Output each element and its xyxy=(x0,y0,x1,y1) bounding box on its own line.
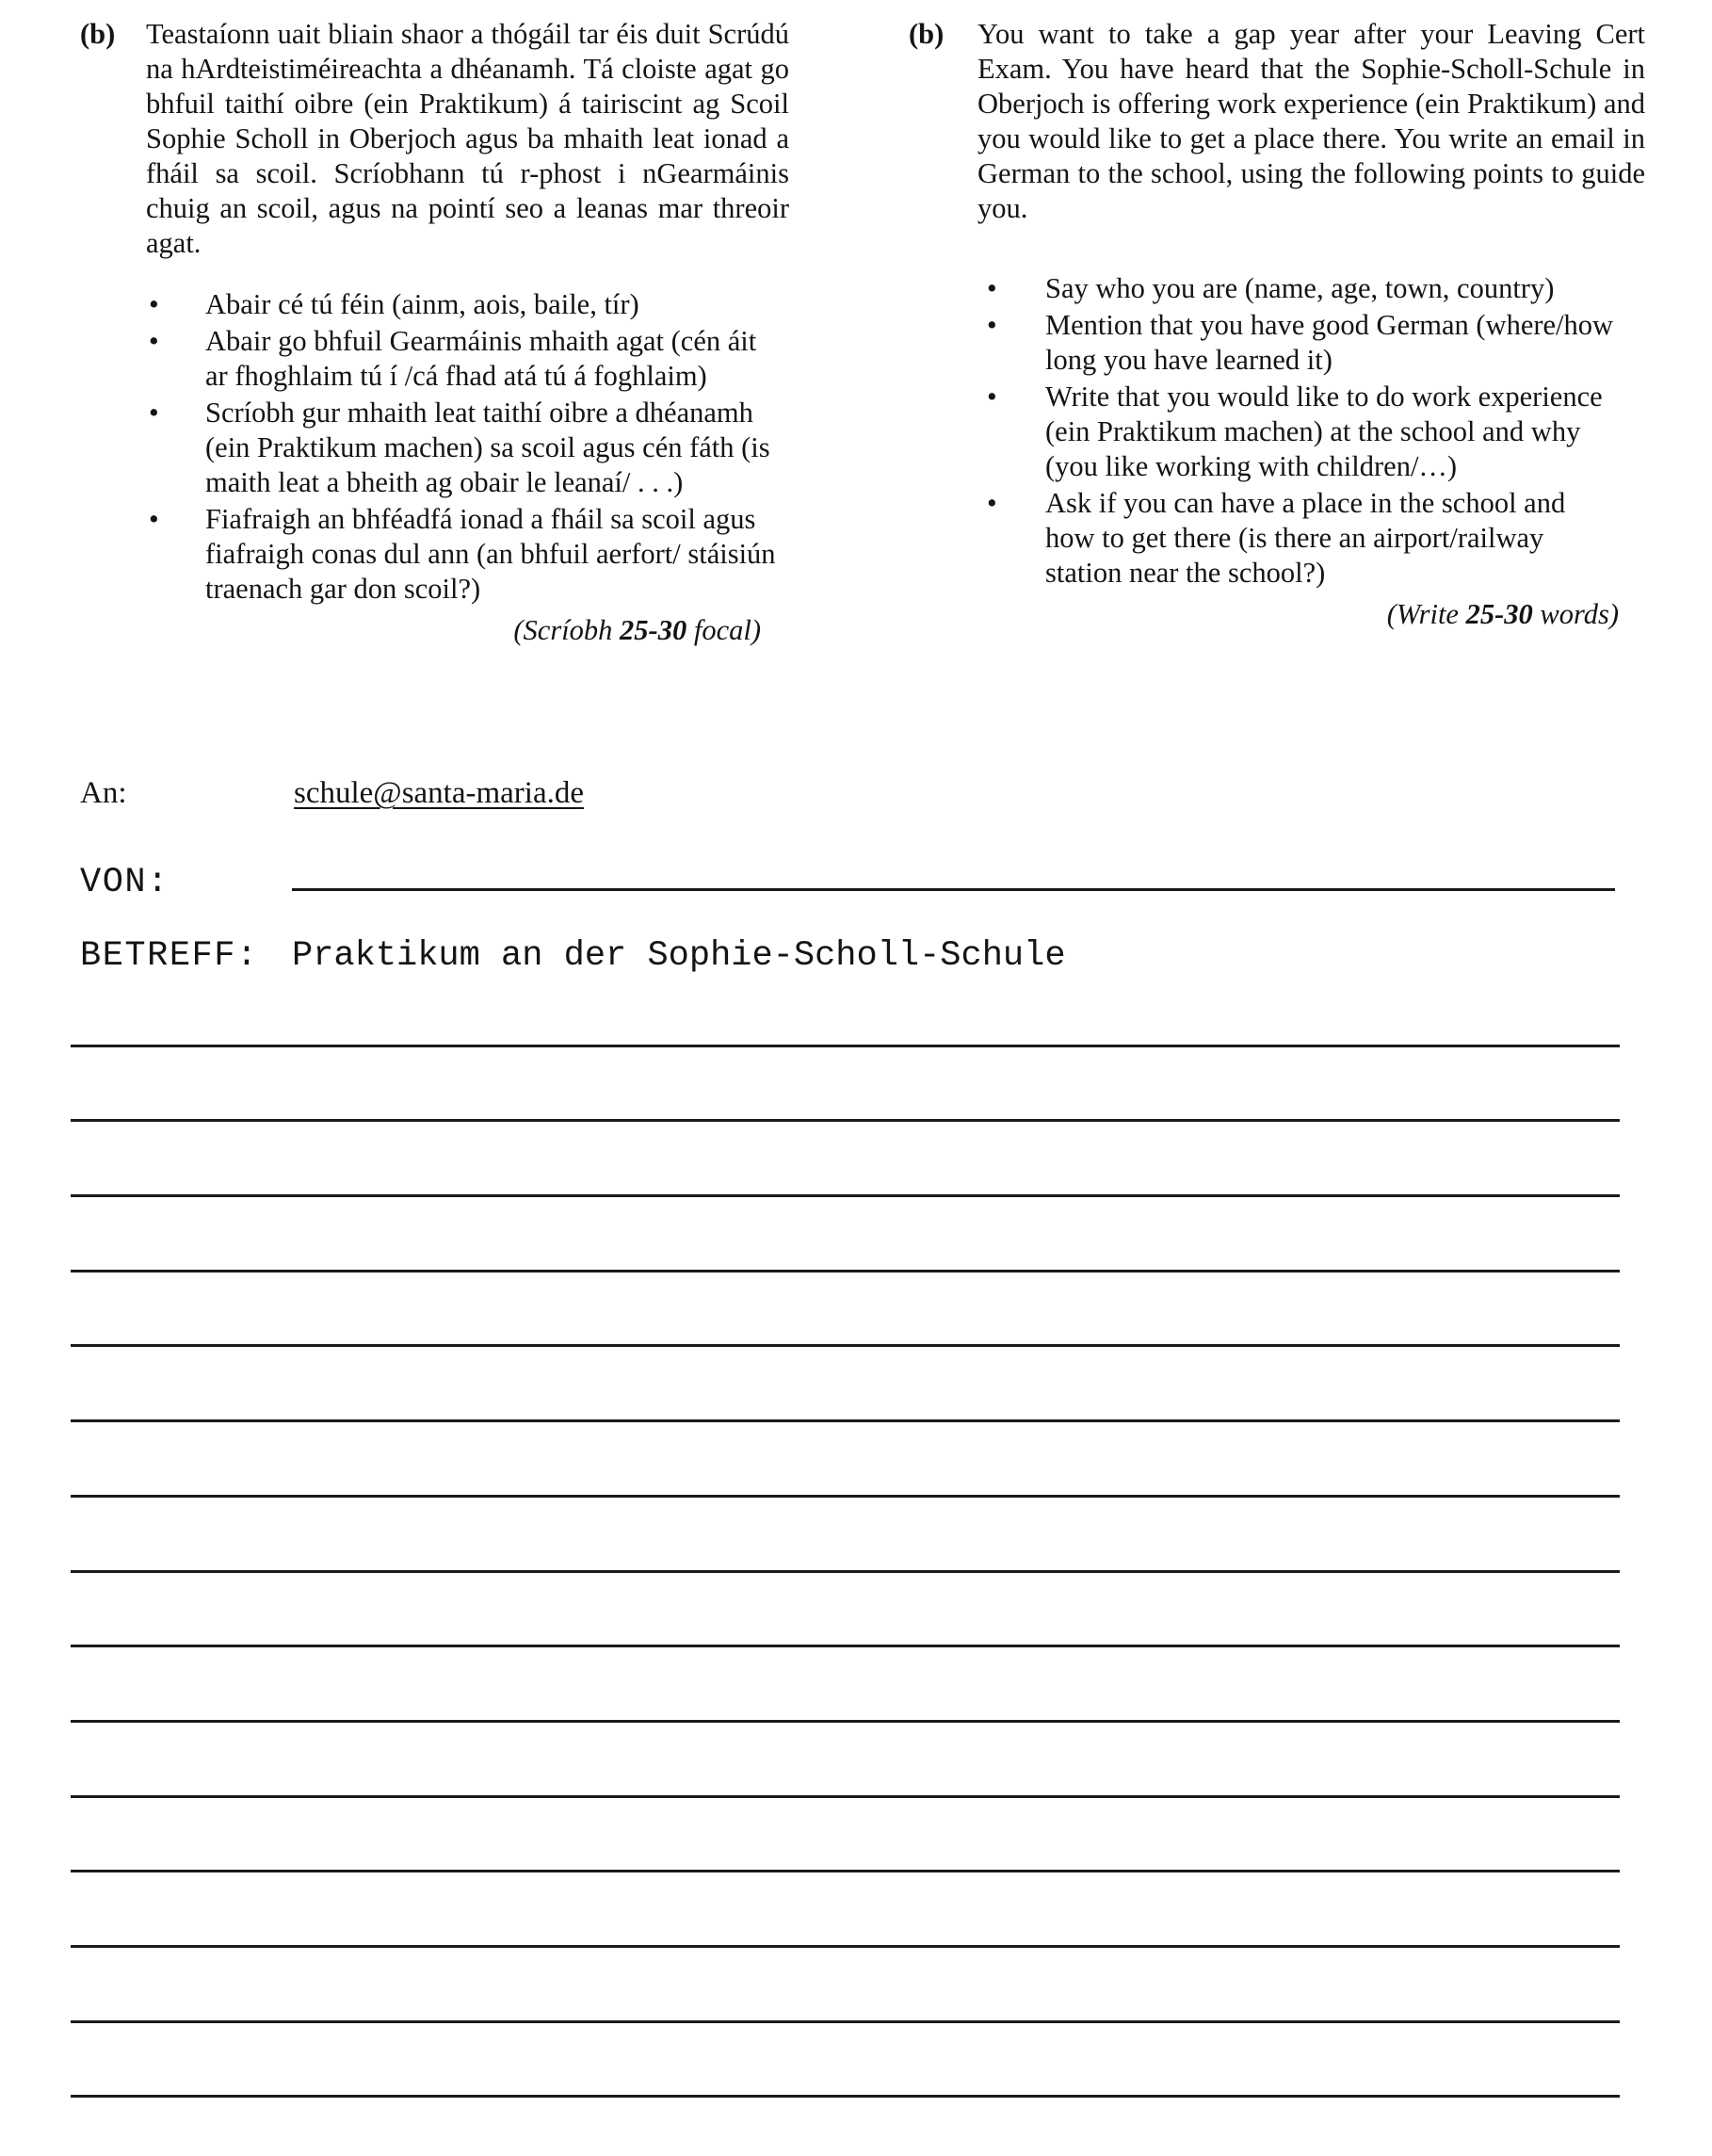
wordcount-prefix: (Scríobh xyxy=(513,614,621,646)
wordcount-prefix: (Write xyxy=(1386,598,1466,630)
bullet-text: Scríobh gur mhaith leat taithí oibre a dhéanamh (ein Praktikum machen) sa scoil agus cén fáth (is maith leat a bheith ag obair le leanaí/ . . .) xyxy=(205,397,770,498)
intro-text-irish: Teastaíonn uait bliain shaor a thógáil tar éis duit Scrúdú na hArdteistiméireachta a dhéanamh. Tá cloiste agat go bhfuil taithí oibre (ein Praktikum) á tairiscint ag Scoil Sophie Scholl in Oberjoch agus ba mhaith leat ionad a fháil sa scoil. Scríobhann tú r-phost i nGearmáinis chuig an scoil, agus na pointí seo a leanas mar threoir agat. xyxy=(146,18,789,259)
part-label-english: (b) xyxy=(909,18,945,50)
bullet-text: Fiafraigh an bhféadfá ionad a fháil sa scoil agus fiafraigh conas dul ann (an bhfuil aerfort/ stáisiún traenach gar don scoil?) xyxy=(205,503,776,605)
bullet-icon: • xyxy=(149,288,159,320)
writing-line[interactable] xyxy=(71,972,1620,1047)
list-item xyxy=(80,396,789,500)
wordcount-number: 25-30 xyxy=(620,614,687,646)
bullet-text: Write that you would like to do work experience (ein Praktikum machen) at the school and why (you like working with children/…) xyxy=(1045,381,1603,482)
bullet-text: Say who you are (name, age, town, country) xyxy=(1045,272,1555,304)
list-item xyxy=(80,287,789,322)
instructions-english-column xyxy=(909,17,1645,648)
list-item xyxy=(909,380,1645,484)
writing-line[interactable] xyxy=(71,1347,1620,1422)
bullet-text: Abair go bhfuil Gearmáinis mhaith agat (cén áit ar fhoghlaim tú í /cá fhad atá tú á foghlaim) xyxy=(205,325,757,392)
subject-label: BETREFF: xyxy=(80,936,259,976)
writing-line[interactable] xyxy=(71,1647,1620,1723)
wordcount-note-english xyxy=(909,596,1645,632)
writing-line[interactable] xyxy=(71,1573,1620,1648)
from-row xyxy=(80,848,1615,904)
list-item xyxy=(909,271,1645,306)
to-row xyxy=(80,774,584,812)
subject-value: Praktikum an der Sophie-Scholl-Schule xyxy=(292,936,1066,976)
instructions-irish-column xyxy=(80,17,789,648)
bullet-list-english xyxy=(909,271,1645,591)
bullet-icon: • xyxy=(987,309,997,341)
bullet-icon: • xyxy=(987,487,997,519)
to-label: An: xyxy=(80,776,127,810)
wordcount-suffix: words) xyxy=(1532,598,1619,630)
wordcount-note-irish xyxy=(80,612,789,648)
bullet-icon: • xyxy=(149,503,159,535)
bullet-text: Mention that you have good German (where/how long you have learned it) xyxy=(1045,309,1614,376)
writing-line[interactable] xyxy=(71,1047,1620,1123)
answer-writing-area xyxy=(71,972,1620,2098)
writing-line[interactable] xyxy=(71,1798,1620,1873)
bullet-icon: • xyxy=(149,397,159,429)
part-label-irish: (b) xyxy=(80,18,116,50)
writing-line[interactable] xyxy=(71,1122,1620,1197)
writing-line[interactable] xyxy=(71,2023,1620,2099)
writing-line[interactable] xyxy=(71,1273,1620,1348)
list-item xyxy=(909,308,1645,378)
bullet-text: Ask if you can have a place in the school and how to get there (is there an airport/railway station near the school?) xyxy=(1045,487,1566,589)
list-item xyxy=(80,324,789,394)
to-value: schule@santa-maria.de xyxy=(294,776,585,810)
writing-line[interactable] xyxy=(71,1197,1620,1273)
bullet-list-irish xyxy=(80,287,789,607)
list-item xyxy=(909,486,1645,591)
wordcount-suffix: focal) xyxy=(686,614,761,646)
instructions-section xyxy=(80,17,1645,648)
wordcount-number: 25-30 xyxy=(1465,598,1533,630)
writing-line[interactable] xyxy=(71,1498,1620,1573)
list-item xyxy=(80,502,789,607)
writing-line[interactable] xyxy=(71,1872,1620,1948)
from-field-blank[interactable] xyxy=(292,848,1615,891)
bullet-icon: • xyxy=(149,325,159,357)
writing-line[interactable] xyxy=(71,1422,1620,1498)
from-label: VON: xyxy=(80,863,170,902)
bullet-icon: • xyxy=(987,381,997,413)
writing-line[interactable] xyxy=(71,1723,1620,1798)
writing-line[interactable] xyxy=(71,1948,1620,2023)
intro-text-english: You want to take a gap year after your Leaving Cert Exam. You have heard that the Sophie-Scholl-Schule in Oberjoch is offering work experience (ein Praktikum) and you would like to get a place there. You write an email in German to the school, using the following points to guide you. xyxy=(977,18,1645,224)
bullet-icon: • xyxy=(987,272,997,304)
bullet-text: Abair cé tú féin (ainm, aois, baile, tír) xyxy=(205,288,639,320)
intro-row-english xyxy=(909,17,1645,226)
intro-row-irish xyxy=(80,17,789,261)
